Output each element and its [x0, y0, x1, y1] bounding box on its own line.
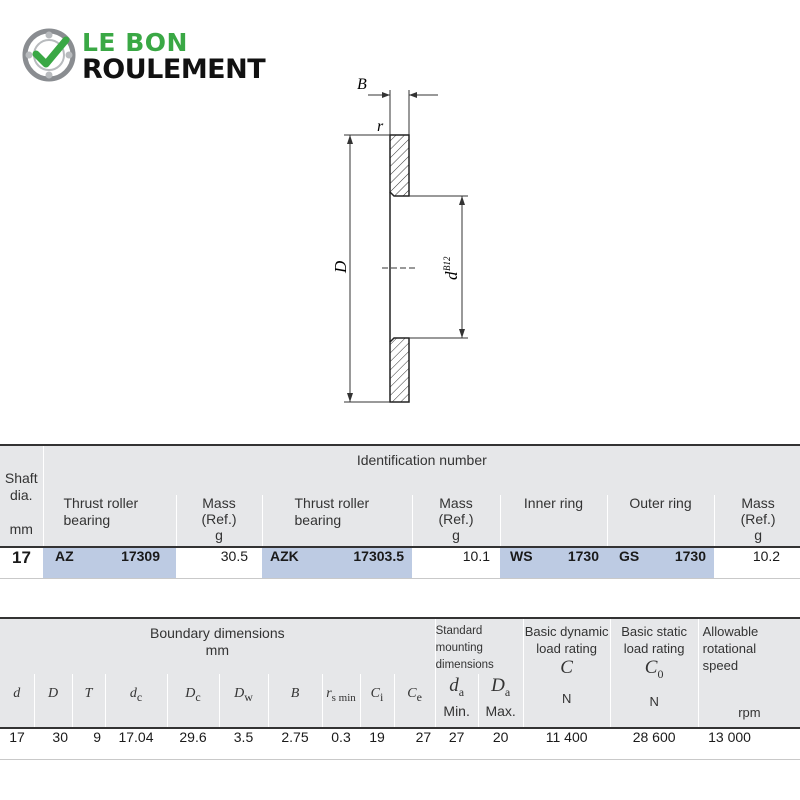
label-d: d — [442, 271, 461, 280]
val-Da: 20 — [478, 728, 523, 760]
ws-code: 1730 — [567, 548, 599, 564]
col-Dc: $D_c$ — [167, 674, 219, 728]
val-T: 9 — [72, 728, 105, 760]
mass2-label: Mass (Ref.) — [438, 495, 474, 527]
boundary-label: Boundary dimensions — [150, 625, 285, 641]
azk-cell[interactable] — [262, 547, 412, 579]
col-T: T — [72, 674, 105, 728]
val-rs: 0.3 — [322, 728, 360, 760]
val-B: 2.75 — [268, 728, 322, 760]
dynamic-unit: N — [561, 691, 572, 706]
az-code: 17309 — [121, 548, 160, 564]
brand-line-2: ROULEMENT — [82, 54, 266, 85]
static-label: Basic static load rating — [621, 624, 688, 656]
label-r: r — [377, 118, 384, 135]
ring-mass-value: 10.2 — [714, 547, 800, 579]
val-Ci: 19 — [360, 728, 394, 760]
brand-logo — [22, 26, 302, 86]
max-label: Max. — [485, 702, 516, 719]
bearing-check-icon — [22, 28, 76, 82]
col-rs: $r_{s min}$ — [322, 674, 360, 728]
col-Ci: $C_i$ — [360, 674, 394, 728]
az-cell[interactable] — [43, 547, 176, 579]
val-speed: 13 000 — [698, 728, 800, 760]
val-Dw: 3.5 — [219, 728, 268, 760]
mass2-header — [412, 495, 500, 547]
brand-line-1: LE BON — [82, 28, 188, 57]
mass3-unit: g — [754, 527, 762, 543]
shaft-dia-header — [0, 445, 43, 547]
col-da: $d_a$ Min. — [435, 674, 478, 728]
mass2-unit: g — [452, 527, 460, 543]
label-B: B — [357, 76, 367, 93]
washer-drawing — [320, 75, 480, 415]
col-d: d — [0, 674, 34, 728]
col-Da: $D_a$ Max. — [478, 674, 523, 728]
inner-ring-header: Inner ring — [500, 495, 607, 547]
outer-ring-header: Outer ring — [607, 495, 714, 547]
col-Ce: $C_e$ — [394, 674, 435, 728]
label-d-tolerance: B12 — [442, 256, 452, 271]
ws-prefix: WS — [510, 548, 533, 564]
boundary-unit: mm — [205, 642, 229, 658]
col-Dw: $D_w$ — [219, 674, 268, 728]
shaft-value: 17 — [0, 547, 43, 579]
mass3-header — [714, 495, 800, 547]
col-dc: $d_c$ — [105, 674, 167, 728]
thrust2-label: Thrust roller bearing — [294, 495, 370, 528]
speed-label: Allowable rotational speed — [702, 624, 759, 673]
mass-header — [176, 495, 262, 547]
speed-header — [698, 618, 800, 728]
val-Dc: 29.6 — [167, 728, 219, 760]
dimensions-table — [0, 617, 800, 760]
thrust-header — [43, 495, 176, 547]
dynamic-label: Basic dynamic load rating — [524, 624, 609, 656]
val-d: 17 — [0, 728, 34, 760]
static-header — [610, 618, 698, 728]
identification-label: Identification number — [356, 452, 487, 468]
sym-C0: $C_0$ — [644, 657, 664, 681]
dimensions-row — [0, 728, 800, 760]
ws-cell[interactable] — [500, 547, 607, 579]
shaft-dia-unit: mm — [9, 521, 33, 537]
label-D: D — [331, 260, 350, 273]
val-dc: 17.04 — [105, 728, 167, 760]
shaft-dia-label: Shaft dia. — [4, 470, 38, 503]
gs-prefix: GS — [619, 548, 640, 564]
val-C0: 28 600 — [610, 728, 698, 760]
boundary-header — [0, 618, 435, 674]
gs-code: 1730 — [674, 548, 706, 564]
val-da: 27 — [435, 728, 478, 760]
identification-header — [43, 445, 800, 495]
speed-unit: rpm — [738, 705, 761, 720]
az-mass-value: 30.5 — [176, 547, 262, 579]
azk-code: 17303.5 — [353, 548, 404, 564]
thrust-label: Thrust roller bearing — [63, 495, 139, 528]
dynamic-header — [523, 618, 610, 728]
sym-C: C — [560, 657, 573, 678]
identification-row — [0, 547, 800, 579]
standard-header — [435, 618, 523, 674]
val-Ce: 27 — [394, 728, 435, 760]
mass-unit: g — [215, 527, 223, 543]
gs-cell[interactable] — [607, 547, 714, 579]
mass3-label: Mass (Ref.) — [740, 495, 776, 527]
az-prefix: AZ — [55, 548, 74, 564]
identification-table — [0, 444, 800, 579]
standard-label: Standard mounting dimensions — [435, 625, 494, 671]
azk-prefix: AZK — [270, 548, 299, 564]
val-D: 30 — [34, 728, 72, 760]
col-B: B — [268, 674, 322, 728]
col-D: D — [34, 674, 72, 728]
thrust2-header — [262, 495, 412, 547]
min-label: Min. — [443, 702, 470, 719]
azk-mass-value: 10.1 — [412, 547, 500, 579]
static-unit: N — [649, 693, 659, 709]
val-C: 11 400 — [523, 728, 610, 760]
mass-label: Mass (Ref.) — [201, 495, 237, 527]
